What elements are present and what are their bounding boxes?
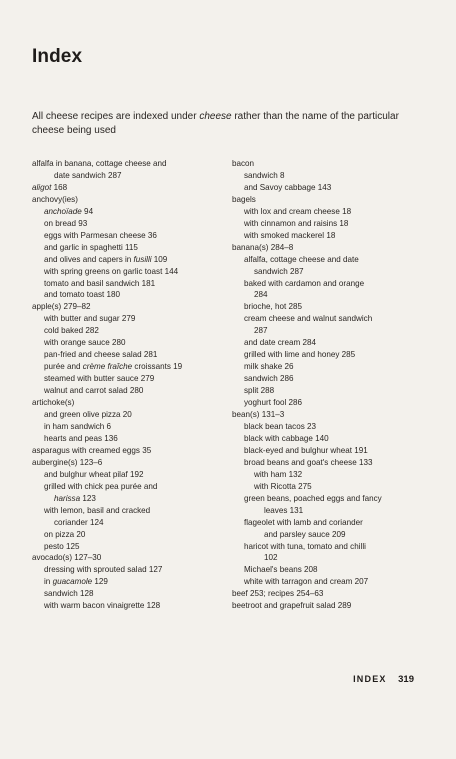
index-subentry bbox=[32, 421, 222, 433]
index-continuation bbox=[232, 266, 432, 278]
entry-text: grilled with chick pea purée and bbox=[44, 481, 158, 491]
index-subentry bbox=[232, 170, 432, 182]
italic-term: anchoïade bbox=[44, 206, 82, 216]
entry-text: walnut and carrot salad 280 bbox=[44, 386, 144, 396]
entry-text: tomato and basil sandwich 181 bbox=[44, 278, 156, 288]
index-heading bbox=[232, 242, 432, 254]
index-subentry bbox=[32, 206, 222, 218]
index-heading bbox=[232, 194, 432, 206]
index-subentry bbox=[232, 278, 432, 290]
index-heading bbox=[232, 600, 432, 612]
entry-text: with warm bacon vinaigrette 128 bbox=[44, 601, 161, 611]
index-continuation bbox=[32, 170, 222, 182]
index-continuation bbox=[32, 517, 222, 529]
index-heading bbox=[32, 552, 222, 564]
index-continuation bbox=[232, 505, 432, 517]
index-subentry bbox=[32, 325, 222, 337]
index-subentry bbox=[32, 361, 222, 373]
index-subentry bbox=[232, 493, 432, 505]
index-heading bbox=[32, 457, 222, 469]
entry-text: in ham sandwich 6 bbox=[44, 421, 112, 431]
index-subentry bbox=[232, 433, 432, 445]
italic-term: harissa bbox=[54, 493, 81, 503]
entry-text: cold baked 282 bbox=[44, 326, 99, 336]
index-column-right bbox=[232, 158, 432, 612]
entry-text: sandwich 128 bbox=[44, 589, 94, 599]
index-continuation bbox=[232, 289, 432, 301]
entry-text: 129 bbox=[92, 577, 108, 587]
index-subentry bbox=[32, 373, 222, 385]
italic-term: crème fraîche bbox=[82, 362, 133, 372]
entry-text: sandwich 8 bbox=[244, 170, 285, 180]
index-subentry bbox=[232, 457, 432, 469]
entry-text: leaves 131 bbox=[264, 505, 304, 515]
index-column-left bbox=[32, 158, 222, 612]
entry-text: apple(s) 279–82 bbox=[32, 302, 91, 312]
entry-text: sandwich 286 bbox=[244, 374, 294, 384]
index-subentry bbox=[232, 254, 432, 266]
index-subentry bbox=[232, 349, 432, 361]
italic-term: cheese bbox=[199, 111, 232, 122]
index-subentry bbox=[232, 397, 432, 409]
index-heading bbox=[232, 409, 432, 421]
italic-term: fusilli bbox=[133, 254, 152, 264]
index-subentry bbox=[232, 541, 432, 553]
entry-text: with ham 132 bbox=[254, 469, 303, 479]
index-continuation bbox=[232, 552, 432, 564]
entry-text: and Savoy cabbage 143 bbox=[244, 182, 332, 192]
index-continuation bbox=[232, 529, 432, 541]
entry-text: yoghurt fool 286 bbox=[244, 398, 303, 408]
entry-text: haricot with tuna, tomato and chilli bbox=[244, 541, 366, 551]
entry-text: bacon bbox=[232, 159, 255, 168]
page-title: Index bbox=[32, 46, 83, 67]
entry-text: 287 bbox=[254, 326, 268, 336]
entry-text: green beans, poached eggs and fancy bbox=[244, 493, 382, 503]
entry-text: and olives and capers in bbox=[44, 254, 134, 264]
index-subentry bbox=[32, 278, 222, 290]
italic-term: aligot bbox=[32, 182, 52, 192]
index-subentry bbox=[232, 218, 432, 230]
entry-text: with Ricotta 275 bbox=[254, 481, 312, 491]
entry-text: anchovy(ies) bbox=[32, 194, 78, 204]
entry-text: eggs with Parmesan cheese 36 bbox=[44, 230, 157, 240]
index-subentry bbox=[32, 469, 222, 481]
index-continuation bbox=[232, 469, 432, 481]
entry-text: All cheese recipes are indexed under bbox=[32, 111, 200, 122]
index-subentry bbox=[232, 313, 432, 325]
index-subentry bbox=[32, 289, 222, 301]
index-heading bbox=[32, 158, 222, 170]
entry-text: 123 bbox=[80, 493, 96, 503]
entry-text: brioche, hot 285 bbox=[244, 302, 303, 312]
index-subentry bbox=[32, 564, 222, 576]
entry-text: 168 bbox=[51, 182, 68, 192]
entry-text: black with cabbage 140 bbox=[244, 433, 329, 443]
entry-text: rather than the name of the particular cheese being used bbox=[32, 111, 399, 136]
index-subentry bbox=[232, 230, 432, 242]
entry-text: black bean tacos 23 bbox=[244, 421, 316, 431]
entry-text: alfalfa, cottage cheese and date bbox=[244, 254, 359, 264]
index-heading bbox=[232, 588, 432, 600]
entry-text: cream cheese and walnut sandwich bbox=[244, 314, 373, 324]
entry-text: pesto 125 bbox=[44, 541, 80, 551]
entry-text: white with tarragon and cream 207 bbox=[244, 577, 369, 587]
entry-text: beetroot and grapefruit salad 289 bbox=[232, 601, 352, 611]
index-subentry bbox=[32, 433, 222, 445]
entry-text: with spring greens on garlic toast 144 bbox=[44, 266, 179, 276]
entry-text: 284 bbox=[254, 290, 268, 300]
entry-text: with smoked mackerel 18 bbox=[244, 230, 336, 240]
entry-text: artichoke(s) bbox=[32, 398, 75, 408]
index-continuation bbox=[232, 481, 432, 493]
footer-label: INDEX bbox=[353, 674, 387, 684]
index-subentry bbox=[32, 409, 222, 421]
index-heading bbox=[232, 158, 432, 170]
entry-text: flageolet with lamb and coriander bbox=[244, 517, 363, 527]
entry-text: croissants 19 bbox=[132, 362, 183, 372]
entry-text: alfalfa in banana, cottage cheese and bbox=[32, 159, 167, 168]
entry-text: and garlic in spaghetti 115 bbox=[44, 242, 138, 252]
entry-text: and bulghur wheat pilaf 192 bbox=[44, 469, 144, 479]
index-subentry bbox=[32, 218, 222, 230]
index-subentry bbox=[32, 529, 222, 541]
index-subentry bbox=[232, 206, 432, 218]
entry-text: bean(s) 131–3 bbox=[232, 410, 285, 420]
index-subentry bbox=[32, 349, 222, 361]
entry-text: with lox and cream cheese 18 bbox=[244, 206, 352, 216]
index-subentry bbox=[32, 481, 222, 493]
entry-text: black-eyed and bulghur wheat 191 bbox=[244, 445, 368, 455]
entry-text: dressing with sprouted salad 127 bbox=[44, 565, 163, 575]
index-subentry bbox=[32, 254, 222, 266]
entry-text: in bbox=[44, 577, 53, 587]
entry-text: with butter and sugar 279 bbox=[44, 314, 136, 324]
entry-text: bagels bbox=[232, 194, 256, 204]
entry-text: with cinnamon and raisins 18 bbox=[244, 218, 349, 228]
index-subentry bbox=[32, 337, 222, 349]
index-subentry bbox=[232, 421, 432, 433]
page-footer bbox=[353, 674, 414, 685]
entry-text: 109 bbox=[151, 254, 168, 264]
index-heading bbox=[32, 301, 222, 313]
entry-text: hearts and peas 136 bbox=[44, 433, 118, 443]
entry-text: and tomato toast 180 bbox=[44, 290, 121, 300]
index-subentry bbox=[32, 541, 222, 553]
entry-text: 102 bbox=[264, 553, 278, 563]
entry-text: split 288 bbox=[244, 386, 275, 396]
entry-text: with lemon, basil and cracked bbox=[44, 505, 151, 515]
index-continuation bbox=[232, 325, 432, 337]
entry-text: asparagus with creamed eggs 35 bbox=[32, 445, 152, 455]
index-subentry bbox=[32, 385, 222, 397]
index-subentry bbox=[32, 588, 222, 600]
entry-text: broad beans and goat's cheese 133 bbox=[244, 457, 373, 467]
entry-text: baked with cardamon and orange bbox=[244, 278, 365, 288]
index-subentry bbox=[232, 385, 432, 397]
entry-text: Michael's beans 208 bbox=[244, 565, 318, 575]
entry-text: avocado(s) 127–30 bbox=[32, 553, 102, 563]
index-subentry bbox=[232, 576, 432, 588]
index-heading bbox=[32, 182, 222, 194]
entry-text: milk shake 26 bbox=[244, 362, 294, 372]
entry-text: with orange sauce 280 bbox=[44, 338, 126, 348]
page-number: 319 bbox=[398, 674, 414, 685]
entry-text: grilled with lime and honey 285 bbox=[244, 350, 356, 360]
index-subentry bbox=[232, 564, 432, 576]
entry-text: date sandwich 287 bbox=[54, 170, 122, 180]
entry-text: beef 253; recipes 254–63 bbox=[232, 589, 324, 599]
index-continuation bbox=[32, 493, 222, 505]
entry-text: and date cream 284 bbox=[244, 338, 316, 348]
entry-text: and green olive pizza 20 bbox=[44, 410, 132, 420]
index-subentry bbox=[232, 361, 432, 373]
intro-note bbox=[32, 110, 402, 137]
index-subentry bbox=[32, 230, 222, 242]
index-heading bbox=[32, 397, 222, 409]
entry-text: pan-fried and cheese salad 281 bbox=[44, 350, 158, 360]
entry-text: sandwich 287 bbox=[254, 266, 304, 276]
index-subentry bbox=[232, 517, 432, 529]
index-subentry bbox=[32, 266, 222, 278]
index-subentry bbox=[32, 242, 222, 254]
entry-text: steamed with butter sauce 279 bbox=[44, 374, 155, 384]
entry-text: banana(s) 284–8 bbox=[232, 242, 294, 252]
entry-text: and parsley sauce 209 bbox=[264, 529, 346, 539]
index-heading bbox=[32, 194, 222, 206]
entry-text: purée and bbox=[44, 362, 83, 372]
index-subentry bbox=[32, 600, 222, 612]
italic-term: guacamole bbox=[52, 577, 93, 587]
entry-text: coriander 124 bbox=[54, 517, 104, 527]
entry-text: aubergine(s) 123–6 bbox=[32, 457, 103, 467]
index-heading bbox=[32, 445, 222, 457]
index-subentry bbox=[232, 373, 432, 385]
index-subentry bbox=[32, 313, 222, 325]
index-subentry bbox=[32, 505, 222, 517]
index-subentry bbox=[232, 301, 432, 313]
index-subentry bbox=[32, 576, 222, 588]
index-subentry bbox=[232, 445, 432, 457]
entry-text: 94 bbox=[81, 206, 94, 216]
index-subentry bbox=[232, 337, 432, 349]
entry-text: on bread 93 bbox=[44, 218, 88, 228]
entry-text: on pizza 20 bbox=[44, 529, 86, 539]
index-subentry bbox=[232, 182, 432, 194]
